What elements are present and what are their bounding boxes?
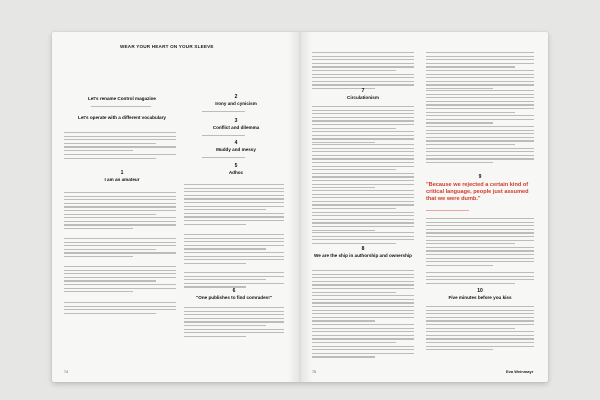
body-text bbox=[312, 324, 414, 360]
section-number: 9 bbox=[478, 174, 482, 180]
body-text bbox=[312, 106, 414, 146]
pull-quote: "Because we rejected a certain kind of critical language, people just assumed that we were dumb." bbox=[426, 182, 529, 202]
body-text bbox=[426, 126, 534, 166]
body-text bbox=[64, 302, 176, 316]
section-number: 1 bbox=[120, 170, 124, 176]
page-folio: 74 bbox=[64, 370, 68, 374]
body-text bbox=[426, 52, 534, 92]
left-page bbox=[52, 32, 300, 382]
section-title: I am an amateur bbox=[104, 177, 140, 182]
body-text bbox=[312, 144, 414, 191]
body-text bbox=[184, 234, 284, 266]
body-text bbox=[312, 270, 414, 324]
right-page bbox=[300, 32, 548, 382]
intro-heading: Let's rename Control magazine bbox=[88, 96, 156, 101]
section-number: 3 bbox=[234, 118, 238, 124]
section-title: "One publishes to find comrades!" bbox=[196, 295, 272, 300]
body-text bbox=[312, 232, 414, 246]
body-text bbox=[426, 218, 534, 268]
page-folio: 75 bbox=[312, 370, 316, 374]
section-number: 2 bbox=[234, 94, 238, 100]
body-text bbox=[202, 157, 272, 161]
intro-subheading: Let's operate with a different vocabulary bbox=[78, 115, 166, 120]
body-text bbox=[202, 135, 272, 139]
section-title: We are the ship in authorship and ownership bbox=[314, 253, 412, 258]
body-text bbox=[64, 192, 176, 232]
intro-paragraph-2 bbox=[64, 154, 176, 161]
running-head: WEAR YOUR HEART ON YOUR SLEEVE bbox=[120, 44, 214, 49]
section-title: Conflict and dilemma bbox=[212, 125, 260, 130]
intro-paragraph bbox=[64, 132, 176, 154]
body-text bbox=[312, 52, 414, 92]
body-text bbox=[426, 306, 534, 353]
section-title: Five minutes before you kiss bbox=[448, 295, 512, 300]
body-text bbox=[202, 111, 272, 115]
section-number: 10 bbox=[477, 288, 483, 294]
body-text bbox=[312, 190, 414, 233]
section-number: 8 bbox=[361, 246, 365, 252]
pull-quote-credit bbox=[426, 210, 496, 214]
section-number: 6 bbox=[232, 288, 236, 294]
body-text bbox=[426, 90, 534, 126]
body-text bbox=[184, 184, 284, 227]
section-number: 5 bbox=[234, 163, 238, 169]
body-text bbox=[426, 272, 534, 286]
section-number: 4 bbox=[234, 140, 238, 146]
body-text bbox=[184, 307, 284, 339]
section-title: Muddy and messy bbox=[216, 147, 256, 152]
section-title: Adhoc bbox=[228, 170, 244, 175]
section-title: Circulationism bbox=[347, 95, 379, 100]
intro-text-block bbox=[74, 106, 170, 110]
author-name: Eva Weinmayr bbox=[506, 369, 534, 374]
body-text bbox=[64, 266, 176, 295]
body-text bbox=[64, 238, 176, 260]
magazine-spread bbox=[52, 32, 548, 382]
section-title: Irony and cynicism bbox=[215, 101, 257, 106]
section-number: 7 bbox=[361, 88, 365, 94]
